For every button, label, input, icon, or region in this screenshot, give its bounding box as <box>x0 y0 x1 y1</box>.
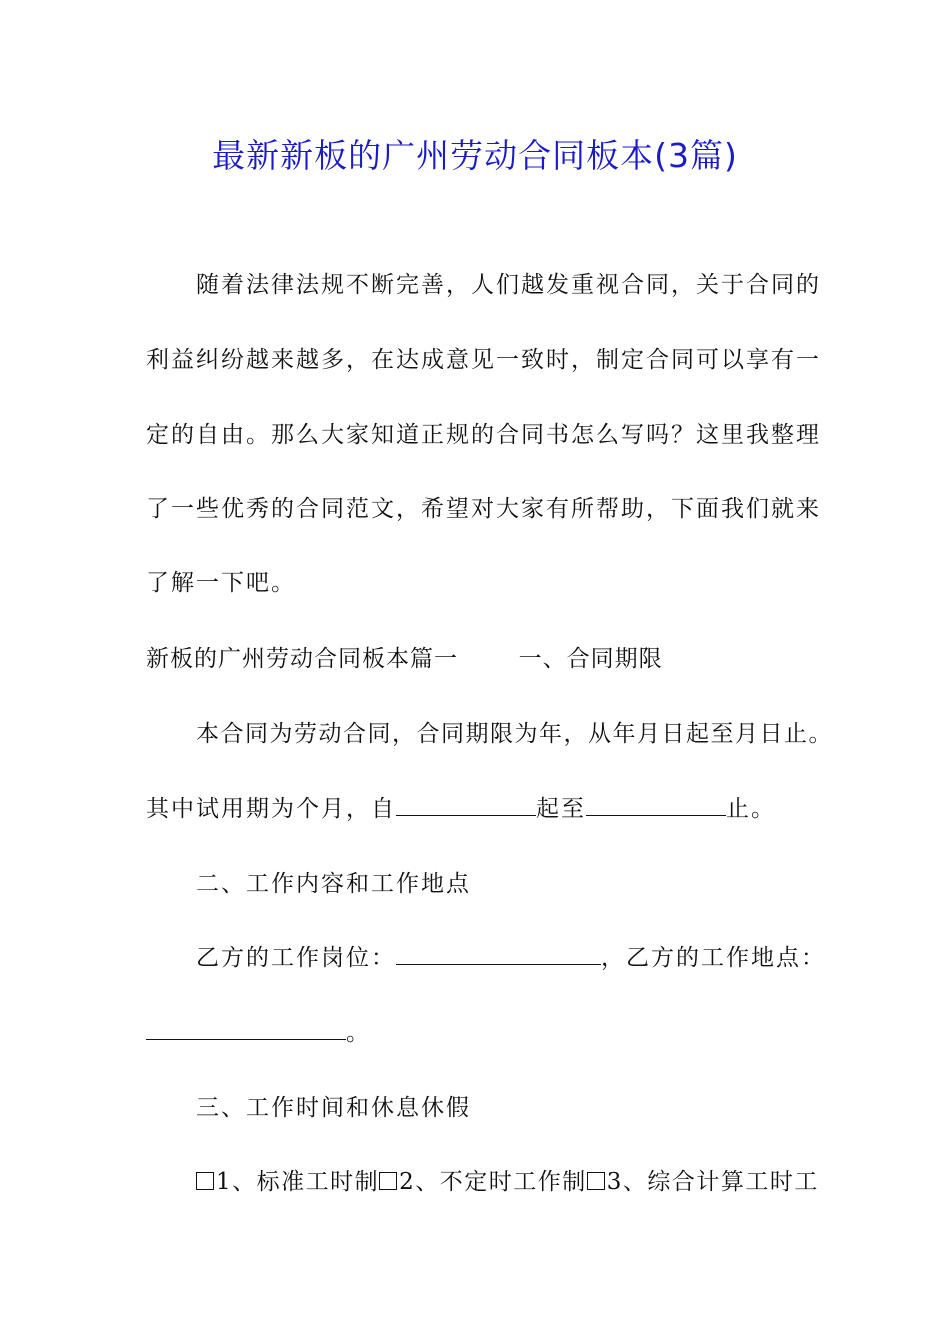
clause2-line-end: 。 <box>346 1020 371 1046</box>
section-heading-row <box>146 644 663 674</box>
clause1-line-2 <box>146 794 776 824</box>
document-title: 最新新板的广州劳动合同板本(3篇) <box>212 136 738 175</box>
option-comprehensive-hours: 3、综合计算工时工 <box>606 1169 819 1195</box>
intro-line-2: 利益纠纷越来越多，在达成意见一致时，制定合同可以享有一 <box>146 347 821 373</box>
checkbox-icon <box>587 1172 605 1190</box>
job-position-label: 乙方的工作岗位： <box>196 945 396 971</box>
trial-start-blank <box>396 795 536 816</box>
option-standard-hours: 1、标准工时制 <box>216 1169 380 1195</box>
intro-line-4: 了一些优秀的合同范文，希望对大家有所帮助，下面我们就来 <box>146 496 821 522</box>
trial-end-blank <box>586 795 726 816</box>
work-hours-options <box>196 1167 819 1197</box>
checkbox-icon <box>379 1172 397 1190</box>
job-position-blank <box>396 944 601 965</box>
work-location-label: ，乙方的工作地点： <box>601 945 826 971</box>
trial-end-text: 止。 <box>726 796 776 822</box>
checkbox-icon <box>196 1172 214 1190</box>
clause1-heading: 一、合同期限 <box>518 646 663 672</box>
clause2-heading: 二、工作内容和工作地点 <box>196 871 471 897</box>
intro-line-5: 了解一下吧。 <box>146 570 296 596</box>
clause2-line-1 <box>196 943 826 973</box>
option-flexible-hours: 2、不定时工作制 <box>399 1169 587 1195</box>
clause1-line-1: 本合同为劳动合同，合同期限为年，从年月日起至月日止。 <box>196 721 833 747</box>
work-location-blank <box>146 1019 346 1040</box>
section-heading: 新板的广州劳动合同板本篇一 <box>146 646 458 672</box>
trial-period-text: 其中试用期为个月，自 <box>146 796 396 822</box>
clause3-heading: 三、工作时间和休息休假 <box>196 1095 471 1121</box>
trial-to-text: 起至 <box>536 796 586 822</box>
intro-line-1: 随着法律法规不断完善，人们越发重视合同，关于合同的 <box>196 272 821 298</box>
intro-line-3: 定的自由。那么大家知道正规的合同书怎么写吗？这里我整理 <box>146 422 821 448</box>
clause2-line-2 <box>146 1018 371 1048</box>
